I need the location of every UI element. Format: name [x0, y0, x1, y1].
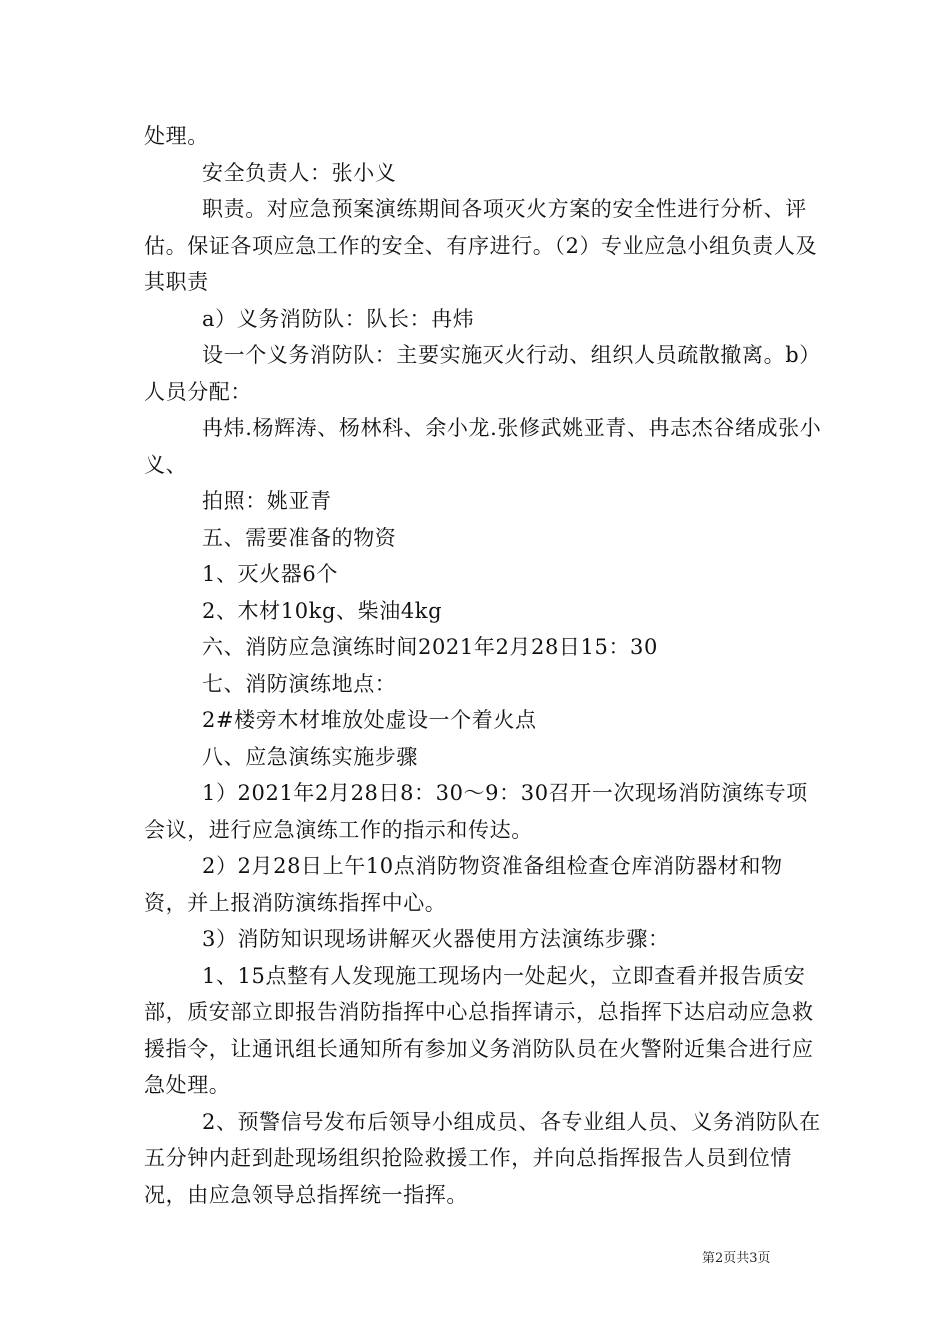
- paragraph-6: 拍照：姚亚青: [202, 489, 332, 513]
- page-number-footer: 第2页共3页: [702, 1251, 771, 1266]
- paragraph-7: 五、需要准备的物资: [202, 525, 397, 550]
- paragraph-16: 3）消防知识现场讲解灭火器使用方法演练步骤：: [202, 927, 670, 951]
- paragraph-14: 1）2021年2月28日8：30～9：30召开一次现场消防演练专项会议，进行应急演练工作的指示和传达。: [144, 781, 808, 842]
- paragraph-8: 1、灭火器6个: [202, 562, 338, 586]
- paragraph-9: 2、木材10kg、柴油4kg: [202, 598, 443, 623]
- paragraph-3: a）义务消防队：队长：冉炜: [202, 306, 475, 331]
- paragraph-4: 设一个义务消防队：主要实施灭火行动、组织人员疏散撤离。b）人员分配：: [144, 343, 821, 404]
- paragraph-10: 六、消防应急演练时间2021年2月28日15：30: [202, 635, 658, 659]
- paragraph-5: 冉炜.杨辉涛、杨林科、余小龙.张修武姚亚青、冉志杰谷绪成张小义、: [144, 416, 822, 477]
- paragraph-12: 2#楼旁木材堆放处虚设一个着火点: [202, 708, 537, 732]
- paragraph-0: 处理。: [144, 124, 209, 148]
- paragraph-1: 安全负责人：张小义: [202, 160, 397, 185]
- document-body: [144, 118, 824, 1213]
- paragraph-18: 2、预警信号发布后领导小组成员、各专业组人员、义务消防队在五分钟内赶到赴现场组织抢险救援工作，并向总指挥报告人员到位情况，由应急领导总指挥统一指挥。: [144, 1109, 821, 1207]
- paragraph-2: 职责。对应急预案演练期间各项灭火方案的安全性进行分析、评估。保证各项应急工作的安全、有序进行。（2）专业应急小组负责人及其职责: [144, 197, 818, 294]
- paragraph-15: 2）2月28日上午10点消防物资准备组检查仓库消防器材和物资，并上报消防演练指挥中心。: [144, 854, 783, 915]
- paragraph-13: 八、应急演练实施步骤: [202, 744, 418, 769]
- paragraph-17: 1、15点整有人发现施工现场内一处起火，立即查看并报告质安部，质安部立即报告消防指挥中心总指挥请示，总指挥下达启动应急救援指令，让通讯组长通知所有参加义务消防队员在火警附近集合进行应急处理。: [144, 963, 814, 1097]
- paragraph-11: 七、消防演练地点：: [202, 671, 397, 696]
